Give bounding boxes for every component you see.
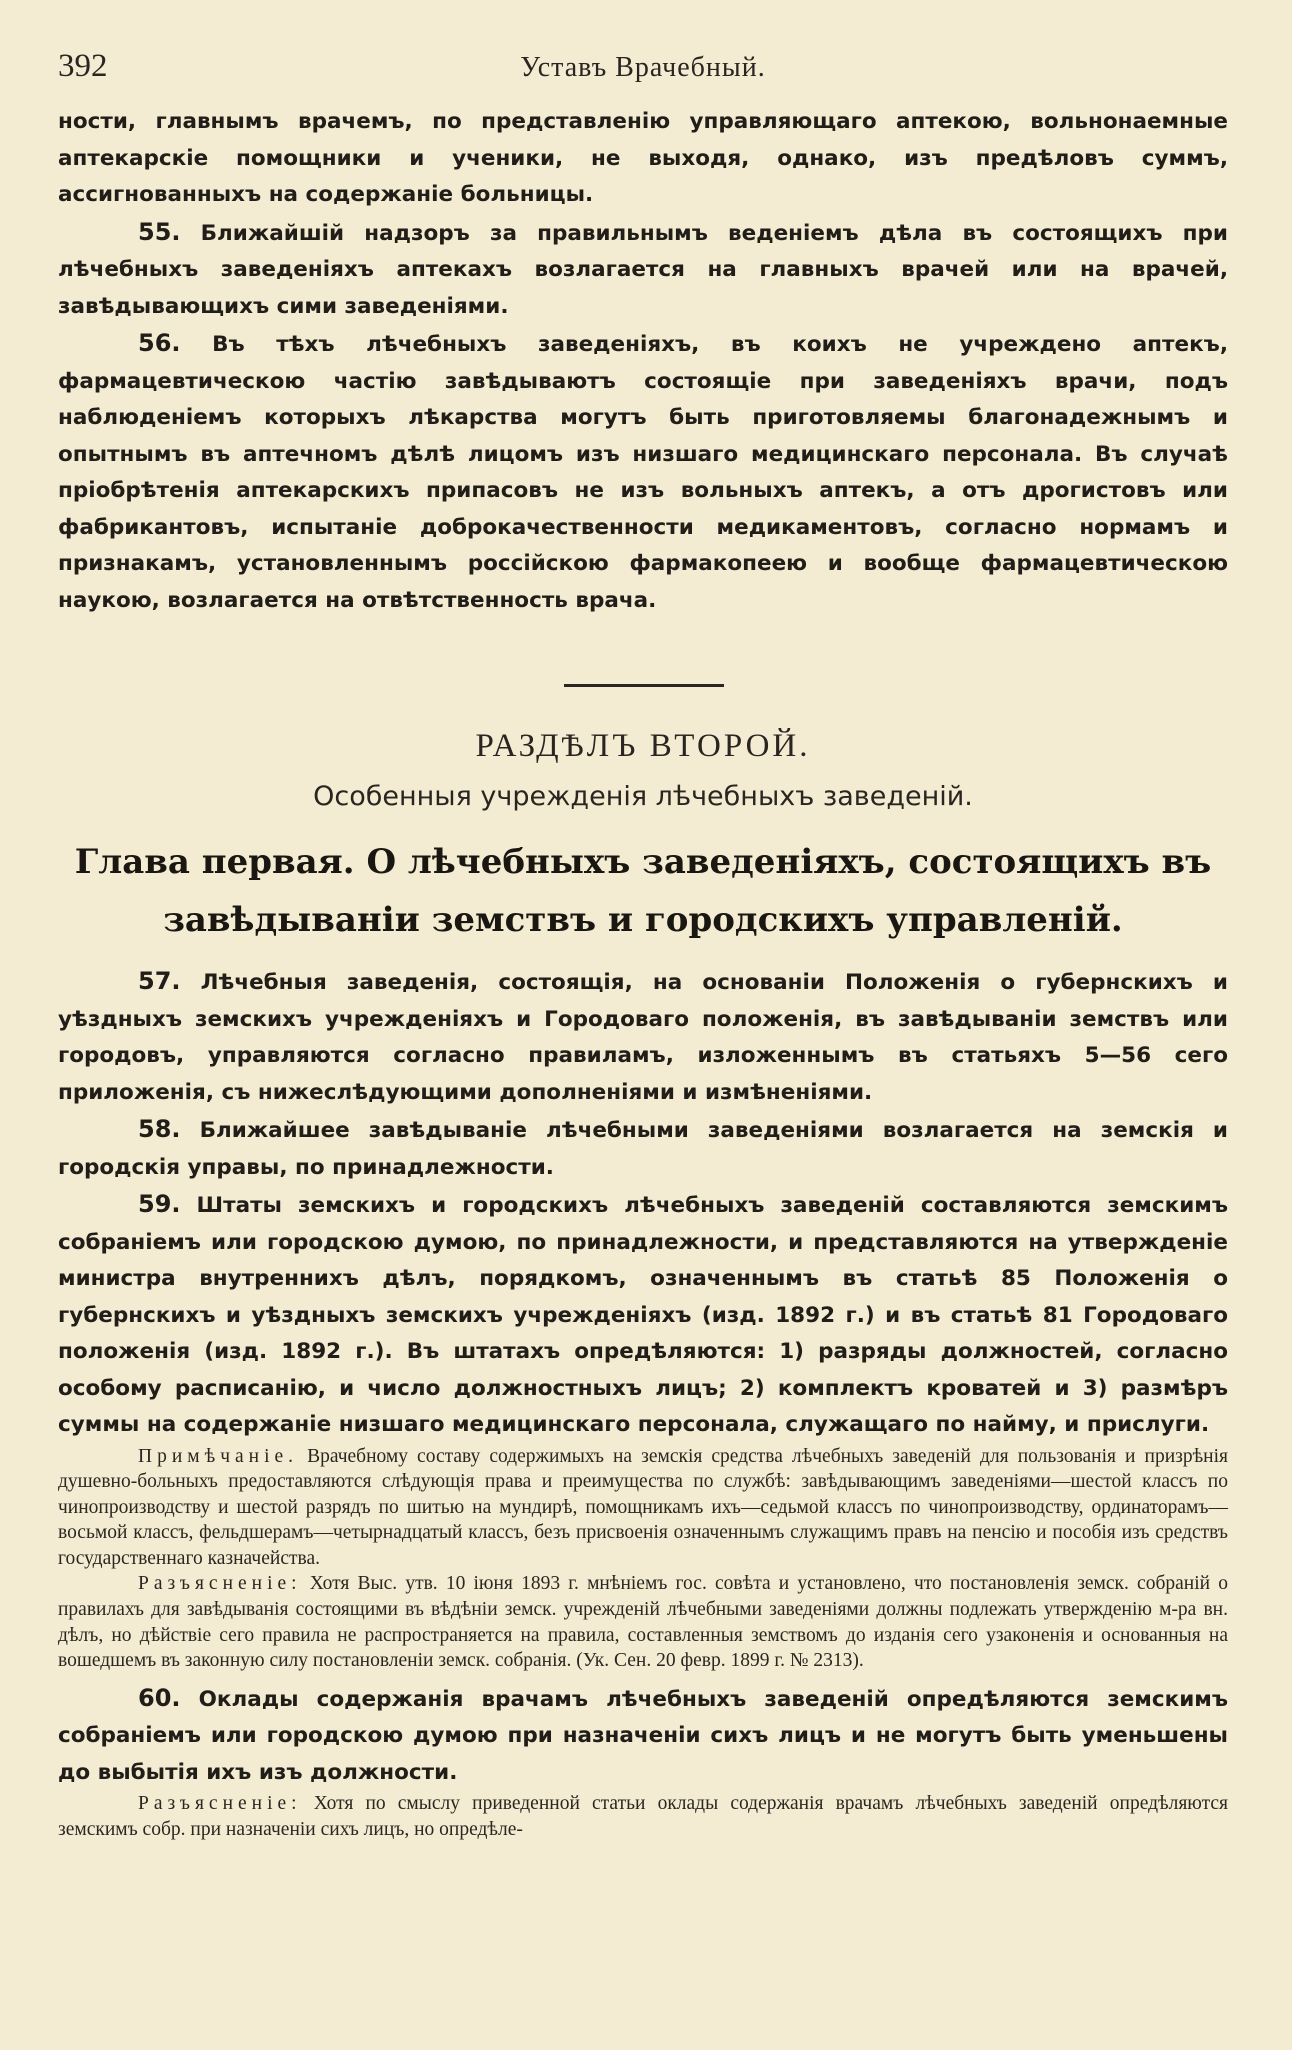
- document-page: [58, 48, 1228, 1843]
- article-number: 60.: [138, 1683, 181, 1712]
- article-text: Штаты земскихъ и городскихъ лѣчебныхъ заведеній составляются земскимъ собраніемъ или городскою думою, по принадлежности, и представляются на утвержденіе министра внутреннихъ дѣлъ, порядкомъ, означеннымъ въ статьѣ 85 Положенія о губернскихъ и уѣздныхъ земскихъ учрежденіяхъ (изд. 1892 г.) и въ статьѣ 81 Городоваго положенія (изд. 1892 г.). Въ штатахъ опредѣляются: 1) разряды должностей, согласно особому расписанію, и число должностныхъ лицъ; 2) комплектъ кроватей и 3) размѣръ суммы на содержаніе низшаго медицинскаго персонала, служащаго по найму, и прислуги.: [58, 1193, 1228, 1437]
- article-text: Ближайшій надзоръ за правильнымъ веденіемъ дѣла въ состоящихъ при лѣчебныхъ заведеніяхъ аптекахъ возлагается на главныхъ врачей или на врачей, завѣдывающихъ сими заведеніями.: [58, 220, 1228, 319]
- section-divider: [58, 619, 1228, 719]
- divider-rule: [564, 684, 724, 687]
- article-57: [58, 963, 1228, 1111]
- continuation-paragraph: ности, главнымъ врачемъ, по представленію управляющаго аптекою, вольнонаемные аптекарскіе помощники и ученики, не выходя, однако, изъ предѣловъ суммъ, ассигнованныхъ на содержаніе больницы.: [58, 109, 1228, 207]
- chapter-heading: Глава первая. О лѣчебныхъ заведеніяхъ, состоящихъ въ завѣдываніи земствъ и городскихъ управленій.: [74, 842, 1212, 940]
- note-primechanie: [58, 1444, 1228, 1572]
- note-label: Разъясненіе:: [138, 1793, 302, 1815]
- article-number: 55.: [138, 217, 181, 246]
- article-number: 56.: [138, 329, 181, 357]
- article-58: [58, 1111, 1228, 1186]
- article-text: Въ тѣхъ лѣчебныхъ заведеніяхъ, въ коихъ не учреждено аптекъ, фармацевтическою частію завѣдываютъ состоящіе при заведеніяхъ врачи, подъ наблюденіемъ которыхъ лѣкарства могутъ быть приготовляемы благонадежнымъ и опытнымъ въ аптечномъ дѣлѣ лицомъ изъ низшаго медицинскаго персонала. Въ случаѣ пріобрѣтенія аптекарскихъ припасовъ не изъ вольныхъ аптекъ, а отъ дрогистовъ или фабрикантовъ, испытаніе доброкачественности медикаментовъ, согласно нормамъ и признакамъ, установленнымъ россійскою фармакопеею и вообще фармацевтическою наукою, возлагается на отвѣтственность врача.: [58, 332, 1228, 613]
- note-razyasnenie-1: [58, 1571, 1228, 1673]
- note-text: Хотя по смыслу приведенной статьи оклады содержанія врачамъ лѣчебныхъ заведеній опредѣляются земскимъ собр. при назначеніи сихъ лицъ, но опредѣле-: [58, 1793, 1228, 1840]
- articles-block: [58, 963, 1228, 1444]
- section-title: РАЗДѢЛЪ ВТОРОЙ.: [475, 728, 811, 764]
- article-60-block: [58, 1680, 1228, 1792]
- article-55: [58, 214, 1228, 326]
- article-number: 57.: [138, 967, 181, 995]
- note-text: Врачебному составу содержимыхъ на земскія средства лѣчебныхъ заведеній для пользованія и призрѣнія душевно-больныхъ предоставляются слѣдующія права и преимущества по службѣ: завѣдывающимъ заведеніями—шестой классъ по чинопроизводству и шестой разрядъ по шитью на мундирѣ, помощникамъ ихъ—седьмой классъ по чинопроизводству, ординаторамъ—восьмой классъ, фельдшерамъ—четырнадцатый классъ, безъ присвоенія означеннымъ служащимъ правъ на пенсію и пособія изъ средствъ государственнаго казначейства.: [58, 1445, 1229, 1569]
- note-label: Разъясненіе:: [138, 1573, 302, 1595]
- article-number: 58.: [138, 1115, 181, 1143]
- article-text: Ближайшее завѣдываніе лѣчебными заведеніями возлагается на земскія и городскія управы, по принадлежности.: [58, 1118, 1228, 1180]
- article-text: Оклады содержанія врачамъ лѣчебныхъ заведеній опредѣляются земскимъ собраніемъ или городскою думою при назначеніи сихъ лицъ и не могутъ быть уменьшены до выбытія ихъ изъ должности.: [58, 1686, 1228, 1785]
- running-title: Уставъ Врачебный.: [520, 52, 766, 83]
- article-60: [58, 1680, 1228, 1792]
- note-razyasnenie-2: [58, 1791, 1228, 1842]
- notes-block-2: [58, 1791, 1228, 1842]
- section-subtitle: Особенныя учрежденія лѣчебныхъ заведеній.: [313, 781, 973, 812]
- running-head: [58, 48, 1228, 104]
- top-text-block: [58, 104, 1228, 619]
- page-number: 392: [58, 48, 108, 84]
- article-text: Лѣчебныя заведенія, состоящія, на основаніи Положенія о губернскихъ и уѣздныхъ земскихъ учрежденіяхъ и Городоваго положенія, въ завѣдываніи земствъ или городовъ, управляются согласно правиламъ, изложеннымъ въ статьяхъ 5—56 сего приложенія, съ нижеслѣдующими дополненіями и измѣненіями.: [58, 970, 1228, 1105]
- note-text: Хотя Выс. утв. 10 іюня 1893 г. мнѣніемъ гос. совѣта и установлено, что постановленія земск. собраній о правилахъ для завѣдыванія состоящими въ вѣдѣніи земск. учрежденій лѣчебными заведеніями должны подлежать утвержденію м-ра вн. дѣлъ, но дѣйствіе сего правила не распространяется на правила, составленныя земствомъ до изданія сего узаконенія и основанныя на вошедшемъ въ законную силу постановленіи земск. собранія. (Ук. Сен. 20 февр. 1899 г. № 2313).: [58, 1573, 1228, 1672]
- article-59: [58, 1186, 1228, 1444]
- note-label: Примѣчаніе.: [138, 1445, 299, 1467]
- article-56: [58, 325, 1228, 619]
- article-number: 59.: [138, 1190, 181, 1218]
- notes-block-1: [58, 1444, 1228, 1674]
